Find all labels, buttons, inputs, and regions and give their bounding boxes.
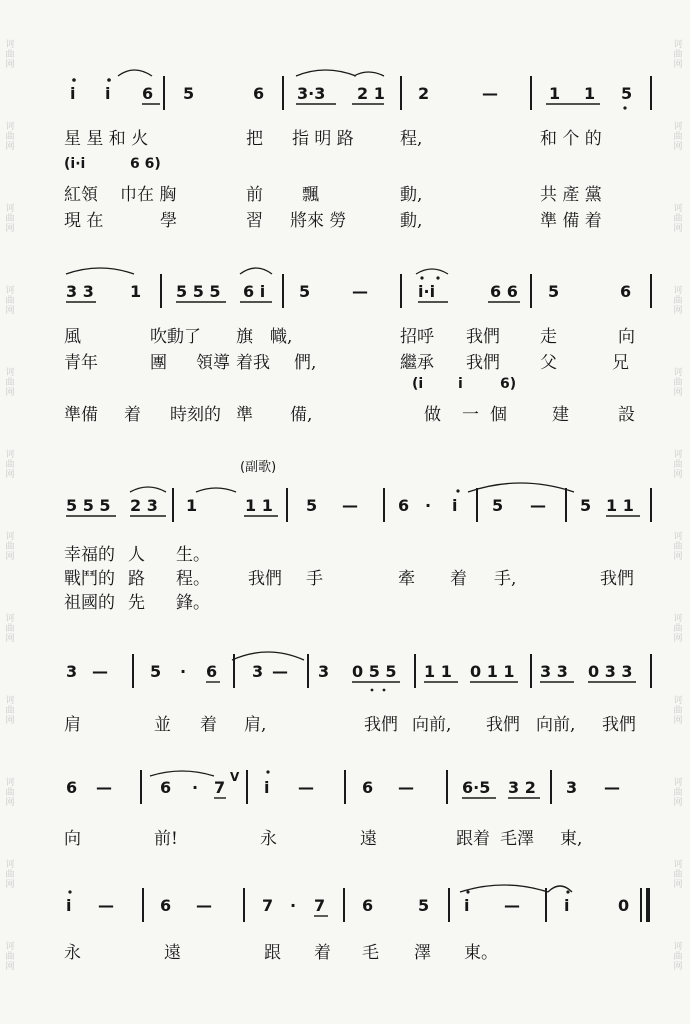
note: 1 1 [606,496,634,515]
lyric: 永 [260,829,277,849]
lyric: 和 个 的 [540,129,602,149]
note: — [98,896,114,915]
lyric: 們, [294,353,317,373]
note: — [196,896,212,915]
lyric: 澤 [414,943,431,963]
lyric: 我們 [486,715,520,735]
note: 0 5 5 [352,662,397,681]
note: i [66,896,72,915]
note: 6 [206,662,218,681]
lyric: 指 明 路 [292,129,354,149]
note: i [264,778,270,797]
note: 5 5 5 [176,282,221,301]
lyric-line [0,938,690,963]
watermark-mark: 诃 曲 网 [5,204,15,234]
lyric-line [0,180,690,205]
lyric: 人 [128,545,145,565]
section-label: (副歌) [240,460,277,475]
lyric: 手 [306,569,323,589]
note: 3 3 [66,282,94,301]
lyric: 牽 [398,569,415,589]
lyric: 星 星 和 火 [64,129,149,149]
lyric: 備, [290,405,313,425]
note: 6 [398,496,410,515]
note: i [464,896,470,915]
note: — [504,896,520,915]
lyric: 我們 [466,353,500,373]
watermark-mark: 诃 曲 网 [5,286,15,316]
watermark-mark: 诃 曲 网 [5,532,15,562]
note: i·i [418,282,436,301]
lyric: 向 [64,829,81,849]
note: — [530,496,546,515]
note: 2 1 [357,84,385,103]
lyric: 生。 [176,545,210,565]
note: 6 [362,896,374,915]
watermark-mark: 诃 曲 网 [673,122,683,152]
note: — [272,662,288,681]
lyric: 風 [64,327,81,347]
lyric: 前! [154,829,178,849]
note: i [452,496,458,515]
lyric: 跟 [264,943,281,963]
note: 5 5 5 [66,496,111,515]
lyric: 我們 [466,327,500,347]
note: 6 [362,778,374,797]
lyric: 紅領 [64,185,98,205]
note: 1 [549,84,561,103]
note: 1 [186,496,198,515]
notation-line [0,488,690,524]
lyric: 學 [160,211,177,231]
note: 2 [418,84,430,103]
lyric-line [0,206,690,231]
lyric: 東。 [464,943,498,963]
note: — [342,496,358,515]
lyric: 準 備 着 [540,211,602,231]
note: 6 [142,84,154,103]
watermark-mark: 诃 曲 网 [673,532,683,562]
lyric: 戰鬥的 [64,569,115,589]
watermark-mark: 诃 曲 网 [5,860,15,890]
notation-line [0,888,690,924]
note: — [482,84,498,103]
lyric: 旗 [236,327,253,347]
note: 5 [621,84,633,103]
lyric: 我們 [600,569,634,589]
note: — [604,778,620,797]
watermark-mark: 诃 曲 网 [5,122,15,152]
notation-line [0,770,690,806]
lyric: 走 [540,327,557,347]
note: 1 1 [245,496,273,515]
lyric: 向前, [412,715,452,735]
lyric: 遠 [164,943,181,963]
lyric: 向 [618,327,635,347]
note: · [290,896,297,915]
lyric: 東, [560,829,583,849]
lyric: 6 6) [130,156,161,172]
lyric: 團 [150,353,167,373]
lyric: 着我 [236,353,270,373]
lyric: 我們 [364,715,398,735]
lyric-line [0,588,690,613]
lyric: 肩, [244,715,267,735]
watermark-mark: 诃 曲 网 [5,778,15,808]
watermark-mark: 诃 曲 网 [673,368,683,398]
notation-line [0,654,690,690]
note: 3·3 [297,84,326,103]
note: 5 [150,662,162,681]
lyric: 準備 [64,405,98,425]
watermark-mark: 诃 曲 网 [673,696,683,726]
lyric: 將來 勞 [290,211,347,231]
lyric: 肩 [64,715,81,735]
notation-line [0,76,690,112]
lyric: 一 [462,405,479,425]
lyric: 毛澤 [500,829,534,849]
watermark-mark: 诃 曲 网 [673,286,683,316]
lyric-line [0,156,690,178]
note: 3 [318,662,330,681]
note: 1 [584,84,596,103]
lyric: 前 [246,185,263,205]
note: 7 [262,896,274,915]
note: 5 [183,84,195,103]
lyric: 程, [400,129,423,149]
lyric: 我們 [602,715,636,735]
lyric: 領導 [196,353,230,373]
lyric: 遠 [360,829,377,849]
lyric: 幸福的 [64,545,115,565]
lyric: 習 [246,211,263,231]
note: 7 [314,896,326,915]
note: 0 1 1 [470,662,515,681]
lyric: 6) [500,376,517,392]
note: 6 [160,896,172,915]
lyric: 着 [200,715,217,735]
note: 5 [299,282,311,301]
lyric-line [0,322,690,347]
note: — [352,282,368,301]
lyric-line [0,824,690,849]
lyric: 鋒。 [176,593,210,613]
note: · [425,496,432,515]
lyric: 飄 [302,185,319,205]
lyric: 父 [540,353,557,373]
lyric: 向前, [536,715,576,735]
lyric-line [0,124,690,149]
note: 5 [492,496,504,515]
note: 5 [306,496,318,515]
note: 1 1 [424,662,452,681]
breath-mark: V [230,770,240,784]
lyric: 把 [246,129,263,149]
note: 3 2 [508,778,536,797]
lyric: (i·i [64,156,86,172]
lyric: 路 [128,569,145,589]
note: 3 [66,662,78,681]
watermark-mark: 诃 曲 网 [673,204,683,234]
watermark-mark: 诃 曲 网 [5,450,15,480]
note: 7 [214,778,226,797]
lyric: 動, [400,185,423,205]
note: i [564,896,570,915]
lyric: 設 [618,405,635,425]
lyric: 動, [400,211,423,231]
note: · [180,662,187,681]
note: — [96,778,112,797]
note: — [398,778,414,797]
notation-line [0,274,690,310]
lyric: 祖國的 [64,593,115,613]
note: 0 [618,896,630,915]
lyric: 手, [494,569,517,589]
lyric: 我們 [248,569,282,589]
note: 2 3 [130,496,158,515]
lyric: 先 [128,593,145,613]
lyric: i [458,376,463,392]
lyric: 巾在 胸 [120,185,177,205]
lyric-line [0,540,690,565]
lyric-line [0,564,690,589]
lyric: 做 [424,405,441,425]
note: 5 [548,282,560,301]
note: 5 [418,896,430,915]
lyric: 準 [236,405,253,425]
note: 6·5 [462,778,491,797]
note: 6 [620,282,632,301]
watermark-mark: 诃 曲 网 [5,368,15,398]
watermark-mark: 诃 曲 网 [673,450,683,480]
lyric-line [0,376,690,398]
lyric: 跟着 [456,829,490,849]
watermark-mark: 诃 曲 网 [673,614,683,644]
note: · [192,778,199,797]
watermark-mark: 诃 曲 网 [673,40,683,70]
note: i [105,84,111,103]
lyric: 毛 [362,943,379,963]
note: 0 3 3 [588,662,633,681]
watermark-mark: 诃 曲 网 [5,614,15,644]
lyric: 招呼 [400,327,434,347]
lyric: 繼承 [400,353,434,373]
note: 3 3 [540,662,568,681]
lyric-line [0,348,690,373]
watermark-mark: 诃 曲 网 [673,778,683,808]
note: 3 [252,662,264,681]
note: 6 [253,84,265,103]
lyric: 程。 [176,569,210,589]
lyric: 建 [552,405,569,425]
lyric: 兄 [612,353,629,373]
lyric: 吹動了 [150,327,201,347]
watermark-mark: 诃 曲 网 [5,696,15,726]
watermark-mark: 诃 曲 网 [673,942,683,972]
lyric: 着 [124,405,141,425]
lyric: 着 [450,569,467,589]
watermark-mark: 诃 曲 网 [5,942,15,972]
note: — [92,662,108,681]
note: i [70,84,76,103]
lyric: 時刻的 [170,405,221,425]
lyric: 青年 [64,353,98,373]
lyric: 共 產 黨 [540,185,602,205]
lyric: 並 [154,715,171,735]
lyric: 着 [314,943,331,963]
note: 6 [66,778,78,797]
lyric: 幟, [270,327,293,347]
note: — [298,778,314,797]
lyric: 現 在 [64,211,104,231]
lyric-line [0,400,690,425]
note: 6 [160,778,172,797]
lyric-line [0,710,690,735]
note: 5 [580,496,592,515]
note: 3 [566,778,578,797]
watermark-mark: 诃 曲 网 [673,860,683,890]
note: 1 [130,282,142,301]
lyric: (i [412,376,424,392]
note: 6 i [243,282,266,301]
lyric: 永 [64,943,81,963]
lyric: 個 [490,405,507,425]
note: 6 6 [490,282,518,301]
watermark-mark: 诃 曲 网 [5,40,15,70]
